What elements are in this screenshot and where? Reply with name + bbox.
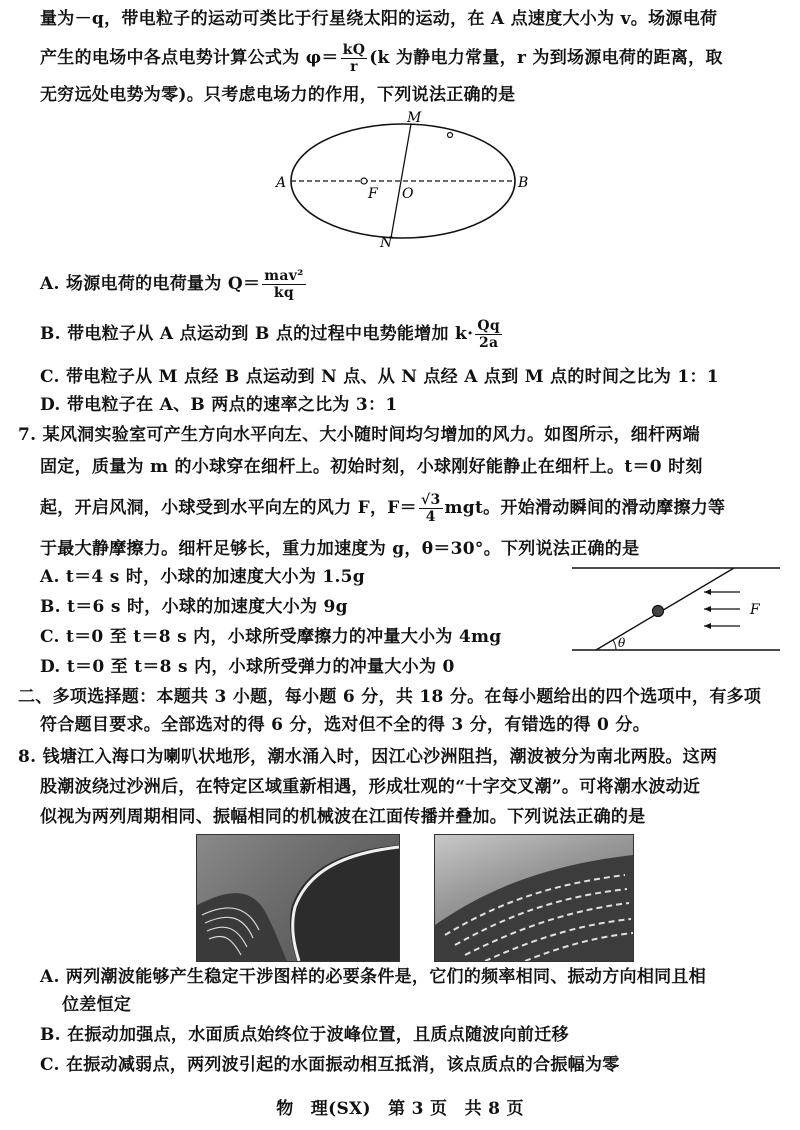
inclined-rod-figure (570, 564, 782, 658)
q8-text-line3: 似视为两列周期相同、振幅相同的机械波在江面传播并叠加。下列说法正确的是 (40, 807, 646, 827)
section-2-header-line1: 二、多项选择题：本题共 3 小题，每小题 6 分，共 18 分。在每小题给出的四个选项中，有多项 (18, 687, 762, 707)
tidal-photo-right (434, 834, 634, 962)
q7-text-line2: 固定，质量为 m 的小球穿在细杆上。初始时刻，小球刚好能静止在细杆上。t＝0 时刻 (40, 457, 703, 477)
wind-arrowhead-2 (704, 606, 711, 612)
q6-option-a (40, 268, 308, 301)
q7-line3-post: mgt。开始滑动瞬间的滑动摩擦力等 (444, 498, 726, 518)
tidal-photo-left (196, 834, 400, 962)
q6-line2-post: (k 为静电力常量，r 为到场源电荷的距离，取 (369, 48, 723, 68)
particle-point (448, 133, 453, 138)
q8-text-line2: 股潮波绕过沙洲后，在特定区域重新相遇，形成壮观的“十字交叉潮”。可将潮水波动近 (40, 777, 701, 797)
label-o: O (402, 186, 414, 202)
focus-f-point (361, 178, 367, 184)
q6-text-line2 (40, 42, 723, 75)
q7-text-line4: 于最大静摩擦力。细杆足够长，重力加速度为 g，θ＝30°。下列说法正确的是 (40, 539, 640, 559)
q8-option-a-line2: 位差恒定 (62, 995, 132, 1015)
q7-text-line1: 7. 某风洞实验室可产生方向水平向左、大小随时间均匀增加的风力。如图所示，细杆两端 (18, 425, 700, 445)
label-b: B (518, 175, 529, 191)
q7-option-c: C. t＝0 至 t＝8 s 内，小球所受摩擦力的冲量大小为 4mg (40, 627, 502, 647)
charge-fraction (262, 268, 305, 301)
fraction-denominator: r (350, 59, 358, 75)
fraction-numerator: mav² (264, 268, 304, 284)
tidal-wave-image-right (435, 835, 633, 961)
wave-front (435, 855, 633, 961)
q6-option-c: C. 带电粒子从 M 点经 B 点运动到 N 点、从 N 点经 A 点到 M 点的时间之比为 1：1 (40, 367, 719, 387)
q8-option-b: B. 在振动加强点，水面质点始终位于波峰位置，且质点随波向前迁移 (40, 1025, 569, 1045)
tidal-wave-image-left (197, 835, 399, 961)
q8-text-line1: 8. 钱塘江入海口为喇叭状地形，潮水涌入时，因江心沙洲阻挡，潮波被分为南北两股。这两 (18, 747, 718, 767)
page-footer: 物 理(SX) 第 3 页 共 8 页 (276, 1099, 524, 1119)
wind-arrowhead-1 (704, 589, 711, 595)
q6-option-d: D. 带电粒子在 A、B 两点的速率之比为 3：1 (40, 395, 398, 415)
label-a: A (276, 175, 287, 191)
wave-crest-left (197, 893, 287, 961)
q7-option-b: B. t＝6 s 时，小球的加速度大小为 9g (40, 597, 348, 617)
potential-formula-fraction (341, 42, 368, 75)
fraction-denominator: kq (273, 285, 294, 301)
q6-text-line3: 无穷远处电势为零)。只考虑电场力的作用，下列说法正确的是 (40, 85, 516, 105)
q7-line3-pre: 起，开启风洞，小球受到水平向左的风力 F，F＝ (40, 498, 417, 518)
q6-option-b-text: B. 带电粒子从 A 点运动到 B 点的过程中电势能增加 k· (40, 324, 474, 344)
q7-option-a: A. t＝4 s 时，小球的加速度大小为 1.5g (40, 567, 365, 587)
q6-text-line1: 量为－q，带电粒子的运动可类比于行星绕太阳的运动，在 A 点速度大小为 v。场源电荷 (40, 9, 718, 29)
wind-force-fraction (419, 492, 443, 525)
label-n: N (380, 235, 393, 248)
fraction-denominator: 2a (478, 335, 499, 351)
fraction-denominator: 4 (425, 509, 436, 525)
ellipse-orbit-figure (270, 108, 530, 248)
label-f: F (368, 186, 378, 202)
fraction-numerator: √3 (420, 492, 441, 508)
label-m: M (407, 110, 422, 126)
q8-option-c: C. 在振动减弱点，两列波引起的水面振动相互抵消，该点质点的合振幅为零 (40, 1055, 620, 1075)
q6-line2-pre: 产生的电场中各点电势计算公式为 φ＝ (40, 48, 339, 68)
q7-text-line3 (40, 492, 725, 525)
q8-option-a-line1: A. 两列潮波能够产生稳定干涉图样的必要条件是，它们的频率相同、振动方向相同且相 (40, 967, 707, 987)
q6-option-a-text: A. 场源电荷的电荷量为 Q＝ (40, 274, 261, 294)
wave-crest-right (290, 845, 399, 961)
q7-option-d: D. t＝0 至 t＝8 s 内，小球所受弹力的冲量大小为 0 (40, 657, 455, 677)
q6-option-b (40, 318, 504, 351)
energy-fraction (475, 318, 502, 351)
label-wind-f: F (750, 602, 760, 618)
wind-arrowhead-3 (704, 623, 711, 629)
angle-arc (613, 640, 616, 650)
fraction-numerator: kQ (342, 42, 366, 58)
section-2-header-line2: 符合题目要求。全部选对的得 6 分，选对但不全的得 3 分，有错选的得 0 分。 (40, 715, 650, 735)
fraction-numerator: Qq (477, 318, 500, 334)
label-theta: θ (618, 636, 626, 650)
ball (653, 606, 664, 617)
